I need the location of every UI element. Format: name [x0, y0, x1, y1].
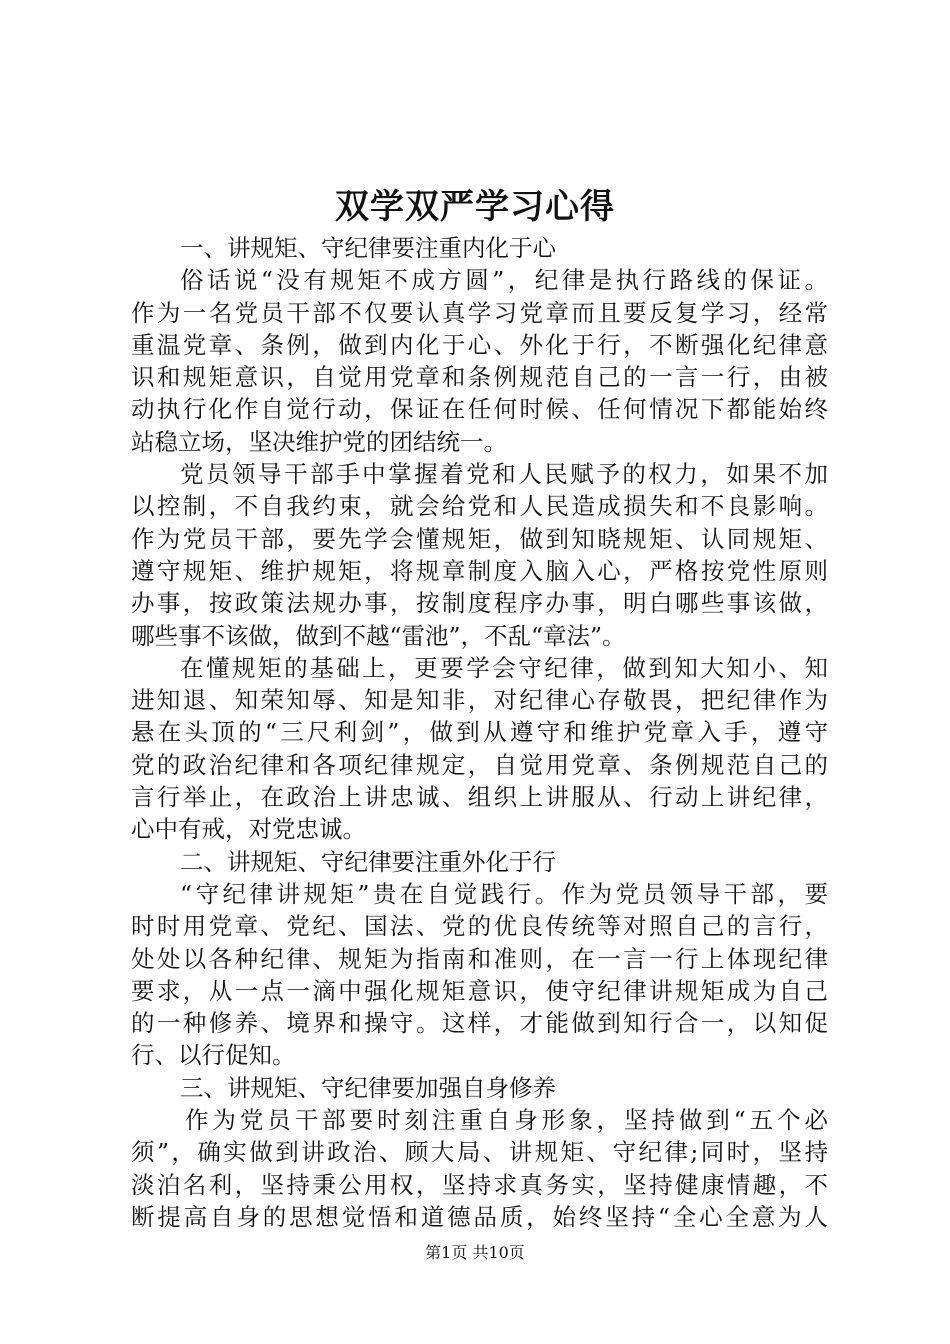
paragraph-line: “守纪律讲规矩”贵在自觉践行。作为党员领导干部，要 — [180, 879, 828, 908]
paragraph-line: 遵守规矩、维护规矩，将规章制度入脑入心，严格按党性原则 — [131, 556, 828, 585]
paragraph-line: 断提高自身的思想觉悟和道德品质，始终坚持“全心全意为人 — [131, 1202, 828, 1231]
section-heading-1: 一、讲规矩、守纪律要注重内化于心 — [180, 234, 556, 262]
paragraph-line: 动执行化作自觉行动，保证在任何时候、任何情况下都能始终 — [131, 395, 828, 424]
paragraph-line: 处处以各种纪律、规矩为指南和准则，在一言一行上体现纪律 — [131, 944, 828, 973]
paragraph-line: 心中有戒，对党忠诚。 — [131, 815, 366, 844]
paragraph-line: 作为一名党员干部不仅要认真学习党章而且要反复学习，经常 — [131, 298, 828, 327]
paragraph-line: 须”，确实做到讲政治、顾大局、讲规矩、守纪律;同时，坚持 — [131, 1138, 828, 1167]
paragraph-line: 党员领导干部手中掌握着党和人民赋予的权力，如果不加 — [180, 460, 828, 489]
paragraph-line: 的一种修养、境界和操守。这样，才能做到知行合一，以知促 — [131, 1009, 828, 1038]
paragraph-line: 作为党员干部要时刻注重自身形象，坚持做到“五个必 — [185, 1106, 828, 1135]
paragraph-line: 淡泊名利，坚持秉公用权，坚持求真务实，坚持健康情趣，不 — [131, 1170, 828, 1199]
paragraph-line: 悬在头顶的“三尺利剑”，做到从遵守和维护党章入手，遵守 — [131, 718, 828, 747]
paragraph-line: 站稳立场，坚决维护党的团结统一。 — [131, 427, 507, 456]
paragraph-line: 重温党章、条例，做到内化于心、外化于行，不断强化纪律意 — [131, 330, 828, 359]
paragraph-line: 行、以行促知。 — [131, 1041, 296, 1070]
paragraph-line: 哪些事不该做，做到不越“雷池”，不乱“章法”。 — [131, 621, 626, 650]
paragraph-line: 识和规矩意识，自觉用党章和条例规范自己的一言一行，由被 — [131, 363, 828, 392]
paragraph-line: 办事，按政策法规办事，按制度程序办事，明白哪些事该做， — [131, 589, 828, 618]
paragraph-line: 党的政治纪律和各项纪律规定，自觉用党章、条例规范自己的 — [131, 750, 828, 779]
document-title: 双学双严学习心得 — [335, 187, 615, 227]
paragraph-line: 言行举止，在政治上讲忠诚、组织上讲服从、行动上讲纪律， — [131, 783, 828, 812]
paragraph-line: 在懂规矩的基础上，更要学会守纪律，做到知大知小、知 — [180, 653, 828, 682]
page-footer: 第1页 共10页 — [425, 1243, 525, 1262]
section-heading-2: 二、讲规矩、守纪律要注重外化于行 — [180, 847, 556, 876]
paragraph-line: 时时用党章、党纪、国法、党的优良传统等对照自己的言行， — [131, 912, 828, 941]
paragraph-line: 要求，从一点一滴中强化规矩意识，使守纪律讲规矩成为自己 — [131, 976, 828, 1005]
paragraph-line: 以控制，不自我约束，就会给党和人民造成损失和不良影响。 — [131, 492, 828, 521]
paragraph-line: 俗话说“没有规矩不成方圆”，纪律是执行路线的保证。 — [180, 266, 828, 295]
document-body — [131, 232, 828, 1233]
paragraph-line: 进知退、知荣知辱、知是知非，对纪律心存敬畏，把纪律作为 — [131, 686, 828, 715]
section-heading-3: 三、讲规矩、守纪律要加强自身修养 — [180, 1073, 556, 1102]
paragraph-line: 作为党员干部，要先学会懂规矩，做到知晓规矩、认同规矩、 — [131, 524, 828, 553]
